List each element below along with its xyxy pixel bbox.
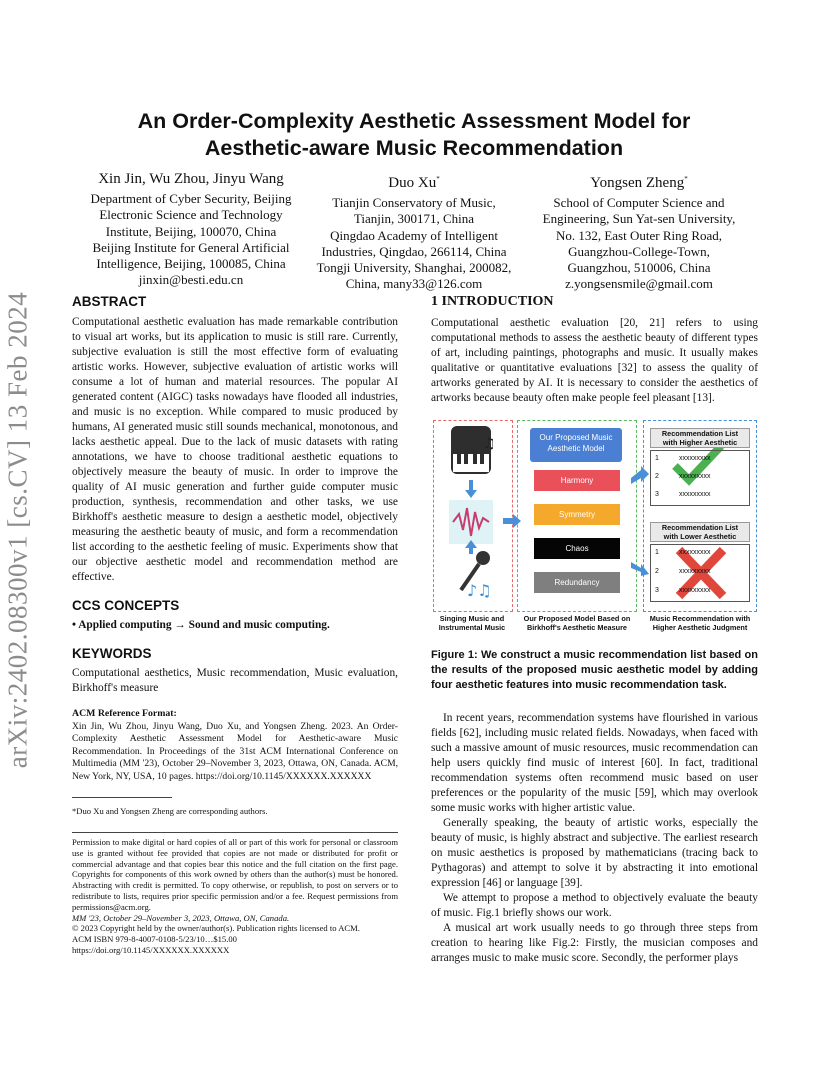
intro-heading: 1 INTRODUCTION [431,294,554,309]
body-paragraph: A musical art work usually needs to go through three steps from creation to hearing like Fig.2: Firstly, the musician composes and arranges music to make music score. Secondly, the performer plays [431,922,758,964]
svg-text:♪♫: ♪♫ [467,581,492,600]
figure-caption-mid [515,614,639,632]
rank-label: 3 [655,587,659,594]
affiliation-line: Tianjin Conservatory of Music, [332,195,496,210]
affiliation-line: Industries, Qingdao, 266114, China [321,243,507,259]
author-email: jinxin@besti.edu.cn [138,272,244,288]
body-paragraph: In recent years, recommendation systems have flourished in various fields [62], including music related fields. Nowadays, when faced with such a massive amount of music resources, music recommendation can help users quickly find music of interest [60]. In fact, traditional recommendation systems often recommend music based on user preferences or the popularity of the music [59], which may overlook some music works with higher artistic value. [431,712,758,814]
affiliation-line: Beijing Institute for General Artificial [92,239,290,255]
caption-line: Higher Aesthetic Judgment [652,623,748,632]
feature-symmetry: Symmetry [534,504,620,525]
body-paragraph: We attempt to propose a method to objectively evaluate the beauty of music. Fig.1 briefly shows our work. [431,892,758,919]
affiliation-line: Guangzhou-College-Town, [568,243,710,259]
ccs-heading: CCS CONCEPTS [72,598,180,613]
affiliation-line: Tianjin, 300171, China [353,211,475,227]
doi-line: https://doi.org/10.1145/XXXXXX.XXXXXX [72,944,230,955]
feature-chaos: Chaos [534,538,620,559]
list-entry: xxxxxxxxx [679,491,711,498]
author-block-2 [305,170,523,293]
caption-line: Music Recommendation with [649,614,751,623]
permission-text: Permission to make digital or hard copies of all or part of this work for personal or classroom use is granted without fee provided that copies are not made or distributed for profit or commercial advantage and that copies bear this notice and the full citation on the first page. Copyrights for components of this work owned by others than the author(s) must be honored. Abstracting with credit is permitted. To copy otherwise, or republish, to post on servers or to redistribute to lists, requires prior specific permission and/or a fee. Request permissions from permissions@acm.org. [72,837,398,912]
affiliation-line: Intelligence, Beijing, 100085, China [96,256,286,272]
affiliation-line: Institute, Beijing, 100070, China [105,223,277,239]
paper-title [70,108,758,162]
list-entry: xxxxxxxxx [679,568,711,575]
list-entry: xxxxxxxxx [679,587,711,594]
piano-icon [451,426,496,474]
abstract-heading: ABSTRACT [72,294,147,309]
ccs-item: • Applied computing → Sound and music computing. [72,619,330,631]
abstract-text: Computational aesthetic evaluation has made remarkable contribution to visual art works, but its application to music is still rare. Currently, subjective evaluation is still the most effective form of evaluating artistic works. However, subjective evaluation of artistic works will consume a lot of human and material resources. The popular AI generated content (AIGC) tasks nowadays have flooded all industries, and music is no exception. While compared to music produced by humans, AI generated music still sounds mechanical, monotonous, and lacks aesthetic appeal. Due to the lack of music datasets with rating annotations, we have to choose traditional aesthetic equations to objectively measure the beauty of music. In order to improve the quality of AI music generation and further guide computer music production, synthesis, recommendation and other tasks, we use Birkhoff's aesthetic measure to design a aesthetic model, objectively measuring the aesthetic beauty of music, and form a recommendation list according to the aesthetic feeling of music. Experiments show that our objective aesthetic model and recommendation method are effective. [72,316,398,583]
caption-line: Birkhoff's Aesthetic Measure [526,623,627,632]
waveform-icon [449,500,493,544]
svg-text:♫: ♫ [483,436,496,452]
author-block-3 [530,170,748,293]
affiliation-line: Engineering, Sun Yat-sen University, [542,211,736,227]
list-high [650,450,750,506]
author-name: Xin Jin, Wu Zhou, Jinyu Wang [98,171,284,187]
permission-block [72,837,398,956]
list-low-title [650,522,750,542]
permission-divider [72,832,398,833]
list-title-line: with Higher Aesthetic [662,438,738,447]
body-paragraph: Generally speaking, the beauty of artistic works, especially the beauty of music, is highly abstract and subjective. The earliest research on music aesthetics is proposed by mathematicians (tracing back to Pythagoras) and attempt to solve it by abstracting it into emotional expression [46] or language [39]. [431,817,758,889]
list-low [650,544,750,602]
rank-label: 1 [655,549,659,556]
author-email: z.yongsensmile@gmail.com [565,276,713,292]
model-title-box [530,428,622,462]
affiliation-line: Electronic Science and Technology [99,207,283,223]
footnote: *Duo Xu and Yongsen Zheng are corresponding authors. [72,806,268,816]
conference-line: MM '23, October 29–November 3, 2023, Ottawa, ON, Canada. [72,912,290,923]
figure-caption: Figure 1: We construct a music recommendation list based on the results of the proposed music aesthetic model by adding four aesthetic features into music recommendation task. [431,649,758,691]
title-line-2: Aesthetic-aware Music Recommendation [204,136,624,160]
affiliation-line: Qingdao Academy of Intelligent [330,227,498,243]
model-title-line: Aesthetic Model [547,444,605,453]
caption-line: Singing Music and [439,614,505,623]
author-email: China, many33@126.com [345,276,483,292]
rank-label: 1 [655,455,659,462]
list-entry: xxxxxxxxx [679,549,711,556]
title-line-1: An Order-Complexity Aesthetic Assessment Model for [137,109,691,133]
author-name: Yongsen Zheng* [590,175,688,191]
left-column [72,294,398,783]
feature-redundancy: Redundancy [534,572,620,593]
affiliation-line: Department of Cyber Security, Beijing [90,191,292,206]
list-high-title [650,428,750,448]
copyright-line: © 2023 Copyright held by the owner/author(s). Publication rights licensed to ACM. [72,923,360,934]
list-title-line: Recommendation List [661,429,739,438]
author-block-1 [76,170,306,289]
keywords-text: Computational aesthetics, Music recommendation, Music evaluation, Birkhoff's measure [72,667,398,694]
keywords-heading: KEYWORDS [72,646,152,661]
affiliation-line: School of Computer Science and [553,195,725,210]
rank-label: 2 [655,568,659,575]
feature-harmony: Harmony [534,470,620,491]
rank-label: 2 [655,473,659,480]
figure-caption-left [430,614,514,632]
figure-caption-right [640,614,760,632]
intro-paragraph: Computational aesthetic evaluation [20, 21] refers to using computational methods to assess the aesthetic beauty of different types of art, including paintings, photographs and music. It usually makes qualitative or quantitative evaluations [32] to assess the quality of artworks generated by AI. It is necessary to consider the aesthetics of artworks because beauty often make people feel pleasant [13]. [431,317,758,404]
acm-ref-heading: ACM Reference Format: [72,708,177,719]
affiliation-line: Guangzhou, 510006, China [567,260,711,276]
isbn-line: ACM ISBN 979-8-4007-0108-5/23/10…$15.00 [72,934,237,945]
body-text [431,711,758,966]
list-entry: xxxxxxxxx [679,455,711,462]
footnote-divider [72,797,172,798]
acm-ref-text: Xin Jin, Wu Zhou, Jinyu Wang, Duo Xu, and Yongsen Zheng. 2023. An Order-Complexity Aesthetic Assessment Model for Aesthetic-aware Music Recommendation. In Proceedings of the 31st ACM International Conference on Multimedia (MM '23), October 29–November 3, 2023, Ottawa, ON, Canada. ACM, New York, NY, USA, 10 pages. https://doi.org/10.1145/XXXXXX.XXXXXX [72,721,398,782]
list-title-line: Recommendation List [661,523,739,532]
author-name: Duo Xu* [388,175,440,191]
affiliation-line: No. 132, East Outer Ring Road, [555,227,723,243]
caption-line: Our Proposed Model Based on [523,614,631,623]
caption-line: Instrumental Music [438,623,506,632]
affiliation-line: Tongji University, Shanghai, 200082, [316,260,512,276]
list-entry: xxxxxxxxx [679,473,711,480]
microphone-icon [461,551,492,600]
model-title-line: Our Proposed Music [539,433,613,442]
intro-section [431,294,758,406]
rank-label: 3 [655,491,659,498]
list-title-line: with Lower Aesthetic [663,532,737,541]
